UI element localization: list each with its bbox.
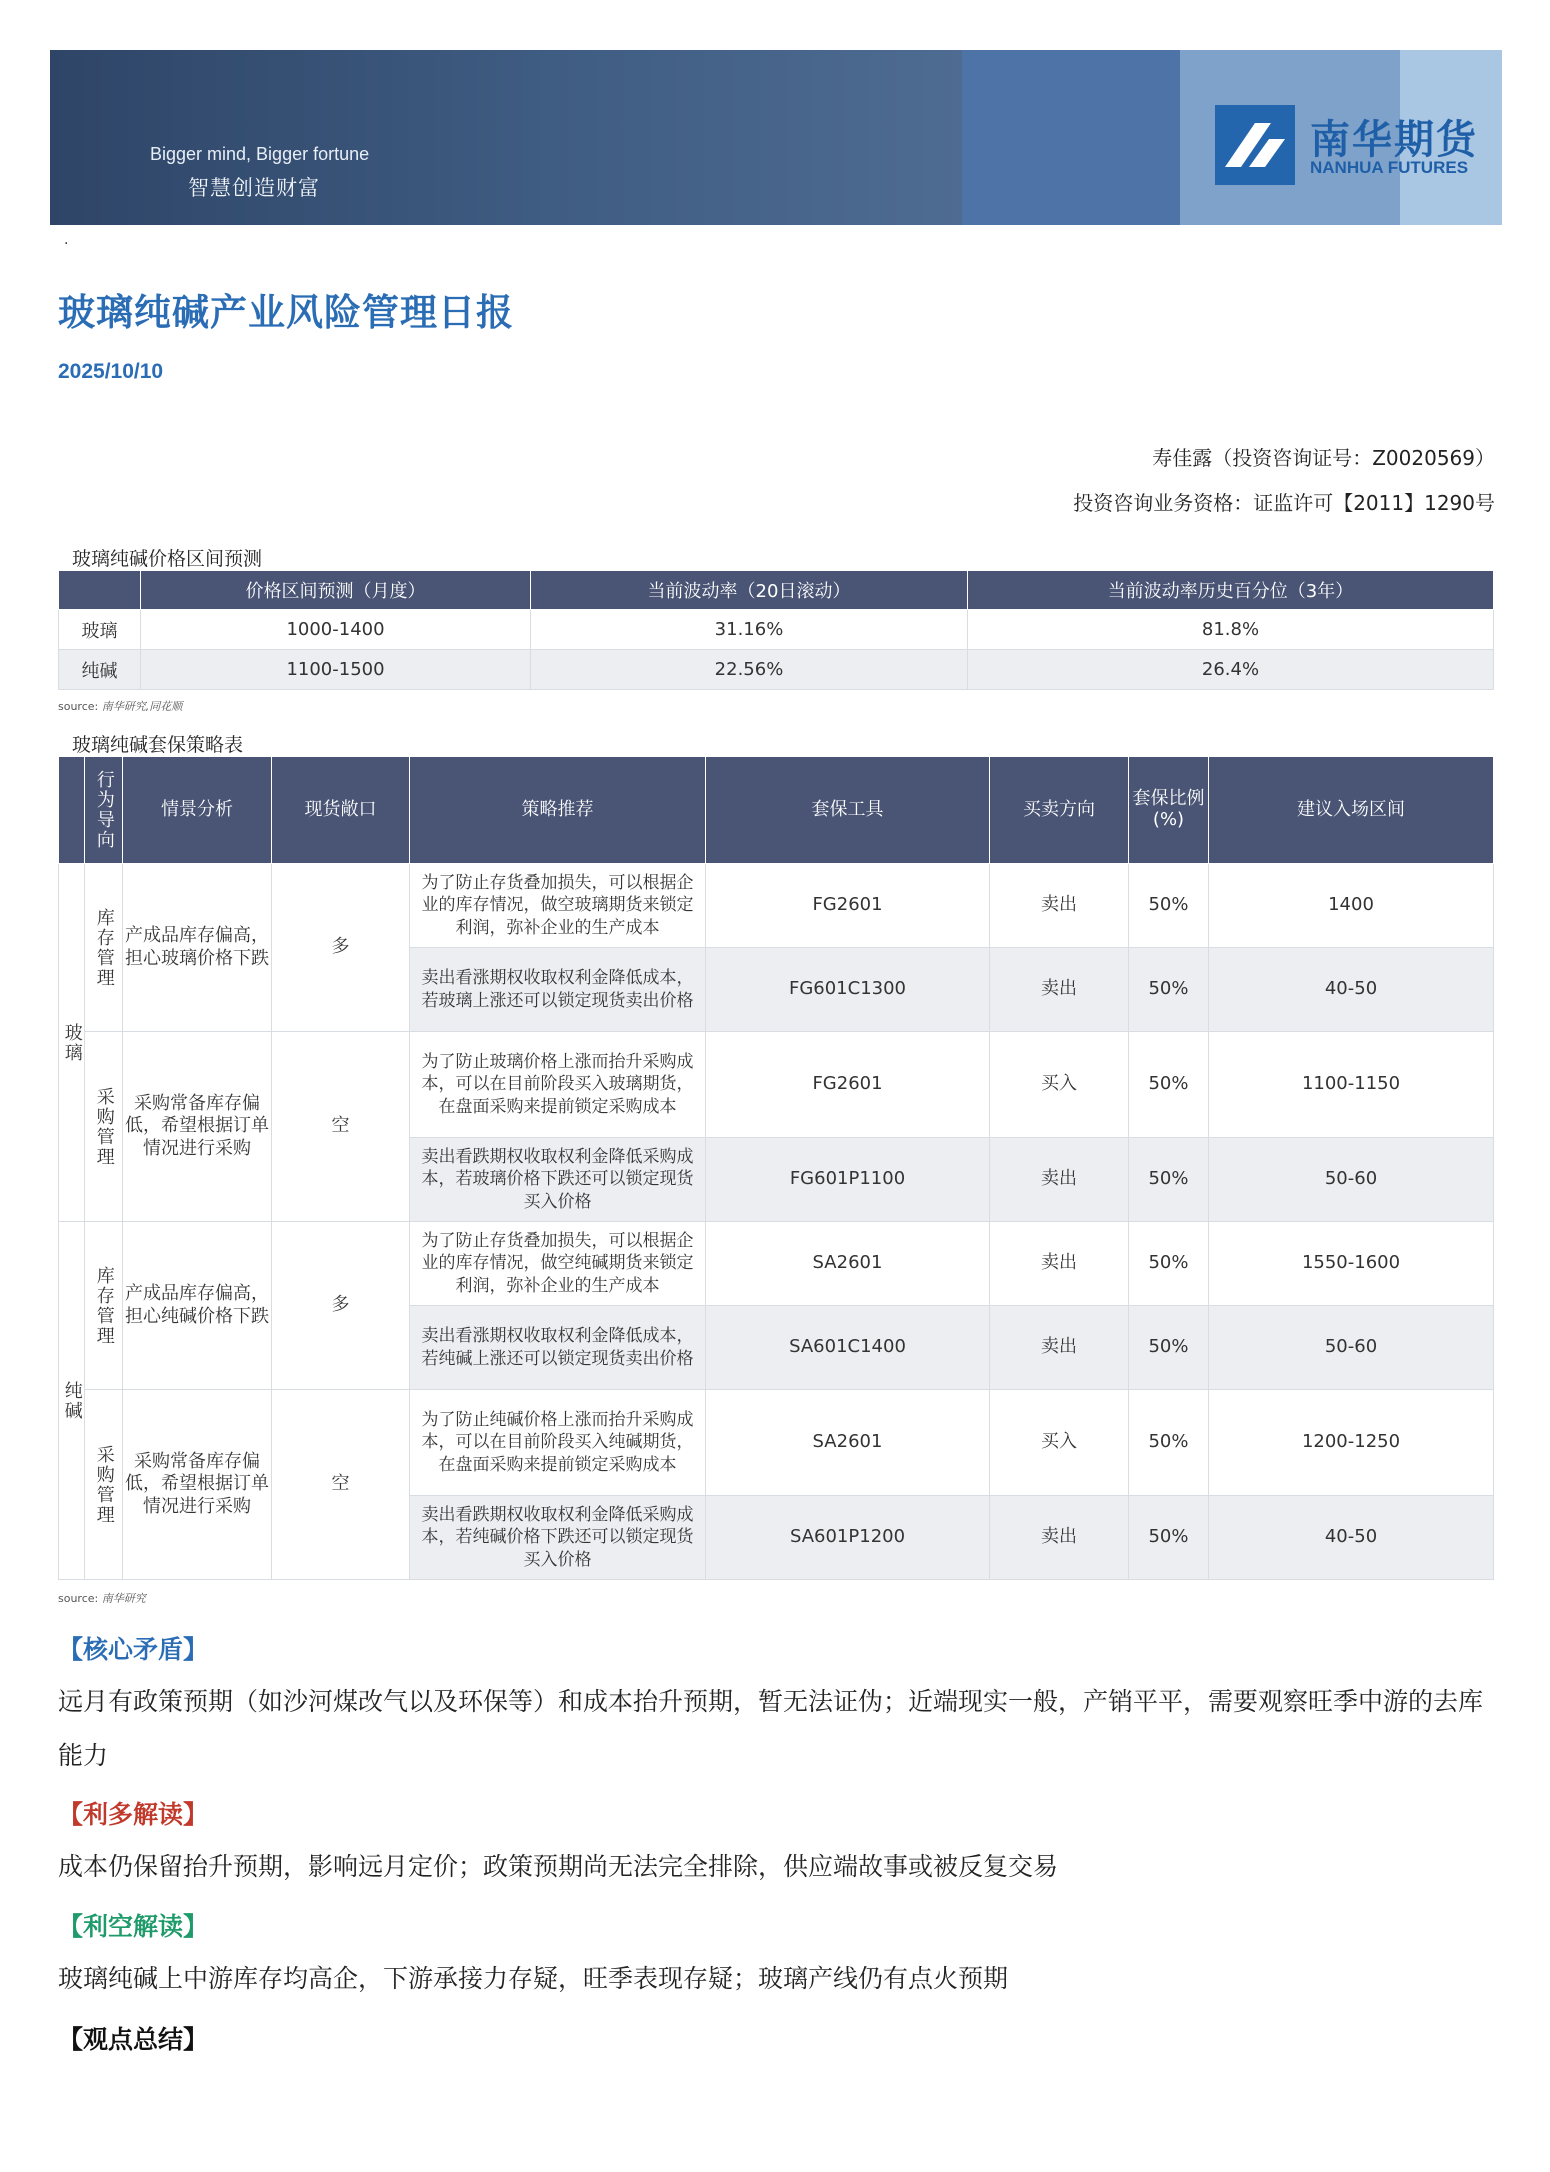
range-cell: 1100-1150 <box>1209 1032 1494 1138</box>
analyst-line: 寿佳露（投资咨询证号：Z0020569） <box>1152 446 1495 470</box>
table2-caption: 玻璃纯碱套保策略表 <box>72 734 244 756</box>
table2-header-cell: 建议入场区间 <box>1209 757 1494 864</box>
direction-cell: 卖出 <box>990 1496 1129 1580</box>
strategy-cell: 为了防止纯碱价格上涨而抬升采购成本，可以在目前阶段买入纯碱期货，在盘面采购来提前锁定采购成本 <box>410 1390 706 1496</box>
table-cell: 1000-1400 <box>141 610 531 650</box>
direction-cell: 卖出 <box>990 864 1129 948</box>
stray-dot: . <box>64 232 69 248</box>
behavior-label: 采购管理 <box>93 1444 115 1525</box>
table2-header-cell <box>59 757 85 864</box>
scenario-cell: 产成品库存偏高，担心纯碱价格下跌 <box>123 1222 272 1390</box>
report-title: 玻璃纯碱产业风险管理日报 <box>58 291 514 334</box>
strategy-cell: 卖出看跌期权收取权利金降低采购成本，若玻璃价格下跌还可以锁定现货买入价格 <box>410 1138 706 1222</box>
source-text: 南华研究,同花顺 <box>101 700 183 713</box>
table-row <box>59 1222 1494 1306</box>
range-cell: 1400 <box>1209 864 1494 948</box>
exposure-cell: 空 <box>272 1390 410 1580</box>
direction-cell: 卖出 <box>990 1306 1129 1390</box>
tool-cell: SA2601 <box>706 1390 990 1496</box>
table2-header-cell: 现货敞口 <box>272 757 410 864</box>
table-row <box>59 1032 1494 1138</box>
behavior-cell <box>85 1222 123 1390</box>
ratio-cell: 50% <box>1129 948 1209 1032</box>
direction-cell: 卖出 <box>990 1138 1129 1222</box>
direction-cell: 卖出 <box>990 1222 1129 1306</box>
table2-header-cell: 情景分析 <box>123 757 272 864</box>
group-cell-glass <box>59 864 85 1222</box>
group-label: 纯碱 <box>61 1380 83 1421</box>
source-label: source: <box>58 700 99 713</box>
ratio-cell: 50% <box>1129 1390 1209 1496</box>
group-label: 玻璃 <box>61 1022 83 1063</box>
table-row <box>59 650 1494 690</box>
range-cell: 50-60 <box>1209 1306 1494 1390</box>
logo-text-english: NANHUA FUTURES <box>1310 158 1469 177</box>
behavior-label: 库存管理 <box>93 1265 115 1346</box>
price-range-table <box>58 570 1494 690</box>
table1-header-cell: 价格区间预测（月度） <box>141 571 531 610</box>
table2-header-cell: 买卖方向 <box>990 757 1129 864</box>
strategy-cell: 为了防止玻璃价格上涨而抬升采购成本，可以在目前阶段买入玻璃期货，在盘面采购来提前锁定采购成本 <box>410 1032 706 1138</box>
exposure-cell: 多 <box>272 864 410 1032</box>
tool-cell: FG601C1300 <box>706 948 990 1032</box>
table2-header-cell: 套保比例(%) <box>1129 757 1209 864</box>
behavior-cell <box>85 864 123 1032</box>
bullish-text: 成本仍保留抬升预期，影响远月定价；政策预期尚无法完全排除，供应端故事或被反复交易 <box>58 1852 1059 1881</box>
table-cell: 纯碱 <box>59 650 141 690</box>
table-cell: 1100-1500 <box>141 650 531 690</box>
table1-caption: 玻璃纯碱价格区间预测 <box>72 548 263 570</box>
table-cell: 22.56% <box>531 650 968 690</box>
table-row <box>59 864 1494 948</box>
range-cell: 1200-1250 <box>1209 1390 1494 1496</box>
range-cell: 40-50 <box>1209 1496 1494 1580</box>
table1-header-cell <box>59 571 141 610</box>
tool-cell: FG2601 <box>706 1032 990 1138</box>
slogan-english: Bigger mind, Bigger fortune <box>150 144 370 164</box>
behavior-cell <box>85 1390 123 1580</box>
table-row <box>59 1390 1494 1496</box>
range-cell: 1550-1600 <box>1209 1222 1494 1306</box>
strategy-cell: 卖出看涨期权收取权利金降低成本，若玻璃上涨还可以锁定现货卖出价格 <box>410 948 706 1032</box>
table-cell: 31.16% <box>531 610 968 650</box>
table-cell: 26.4% <box>968 650 1494 690</box>
table-cell: 81.8% <box>968 610 1494 650</box>
exposure-cell: 空 <box>272 1032 410 1222</box>
range-cell: 40-50 <box>1209 948 1494 1032</box>
tool-cell: FG2601 <box>706 864 990 948</box>
qualification-line: 投资咨询业务资格：证监许可【2011】1290号 <box>1073 491 1495 515</box>
header-banner <box>50 50 1502 225</box>
table-row <box>59 610 1494 650</box>
ratio-cell: 50% <box>1129 1496 1209 1580</box>
banner-band-dark <box>50 50 962 225</box>
direction-cell: 买入 <box>990 1032 1129 1138</box>
table1-header-cell: 当前波动率历史百分位（3年） <box>968 571 1494 610</box>
table2-source <box>58 1590 146 1606</box>
table1-header-cell: 当前波动率（20日滚动） <box>531 571 968 610</box>
table-cell: 玻璃 <box>59 610 141 650</box>
table1-header-row <box>59 571 1494 610</box>
core-contradiction-heading: 【核心矛盾】 <box>58 1635 209 1664</box>
header-behavior: 行为导向 <box>93 770 115 850</box>
strategy-cell: 卖出看跌期权收取权利金降低采购成本，若纯碱价格下跌还可以锁定现货买入价格 <box>410 1496 706 1580</box>
ratio-cell: 50% <box>1129 864 1209 948</box>
strategy-cell: 为了防止存货叠加损失，可以根据企业的库存情况，做空玻璃期货来锁定利润，弥补企业的生产成本 <box>410 864 706 948</box>
summary-heading: 【观点总结】 <box>58 2025 209 2054</box>
table1-source <box>58 698 182 714</box>
strategy-cell: 卖出看涨期权收取权利金降低成本，若纯碱上涨还可以锁定现货卖出价格 <box>410 1306 706 1390</box>
bearish-heading: 【利空解读】 <box>58 1912 209 1941</box>
tool-cell: FG601P1100 <box>706 1138 990 1222</box>
core-contradiction-text: 远月有政策预期（如沙河煤改气以及环保等）和成本抬升预期，暂无法证伪；近端现实一般，产销平平，需要观察旺季中游的去库能力 <box>58 1687 1484 1770</box>
hedging-strategy-table <box>58 756 1494 1580</box>
tool-cell: SA601P1200 <box>706 1496 990 1580</box>
logo-text-chinese: 南华期货 <box>1310 117 1478 163</box>
ratio-cell: 50% <box>1129 1222 1209 1306</box>
direction-cell: 买入 <box>990 1390 1129 1496</box>
direction-cell: 卖出 <box>990 948 1129 1032</box>
ratio-cell: 50% <box>1129 1032 1209 1138</box>
table2-header-cell <box>85 757 123 864</box>
ratio-cell: 50% <box>1129 1138 1209 1222</box>
source-text: 南华研究 <box>101 1592 146 1605</box>
behavior-cell <box>85 1032 123 1222</box>
behavior-label: 采购管理 <box>93 1086 115 1167</box>
table2-header-cell: 策略推荐 <box>410 757 706 864</box>
table2-header-cell: 套保工具 <box>706 757 990 864</box>
report-date: 2025/10/10 <box>58 360 164 383</box>
slogan-chinese: 智慧创造财富 <box>188 176 320 200</box>
scenario-cell: 采购常备库存偏低，希望根据订单情况进行采购 <box>123 1032 272 1222</box>
nanhua-logo-icon <box>1215 105 1295 185</box>
tool-cell: SA2601 <box>706 1222 990 1306</box>
ratio-cell: 50% <box>1129 1306 1209 1390</box>
bullish-heading: 【利多解读】 <box>58 1800 209 1829</box>
exposure-cell: 多 <box>272 1222 410 1390</box>
banner-band-mid <box>962 50 1180 225</box>
scenario-cell: 产成品库存偏高，担心玻璃价格下跌 <box>123 864 272 1032</box>
scenario-cell: 采购常备库存偏低，希望根据订单情况进行采购 <box>123 1390 272 1580</box>
strategy-cell: 为了防止存货叠加损失，可以根据企业的库存情况，做空纯碱期货来锁定利润，弥补企业的生产成本 <box>410 1222 706 1306</box>
behavior-label: 库存管理 <box>93 907 115 988</box>
table2-header-row <box>59 757 1494 864</box>
group-cell-soda <box>59 1222 85 1580</box>
source-label: source: <box>58 1592 99 1605</box>
tool-cell: SA601C1400 <box>706 1306 990 1390</box>
range-cell: 50-60 <box>1209 1138 1494 1222</box>
bearish-text: 玻璃纯碱上中游库存均高企，下游承接力存疑，旺季表现存疑；玻璃产线仍有点火预期 <box>58 1964 1009 1993</box>
